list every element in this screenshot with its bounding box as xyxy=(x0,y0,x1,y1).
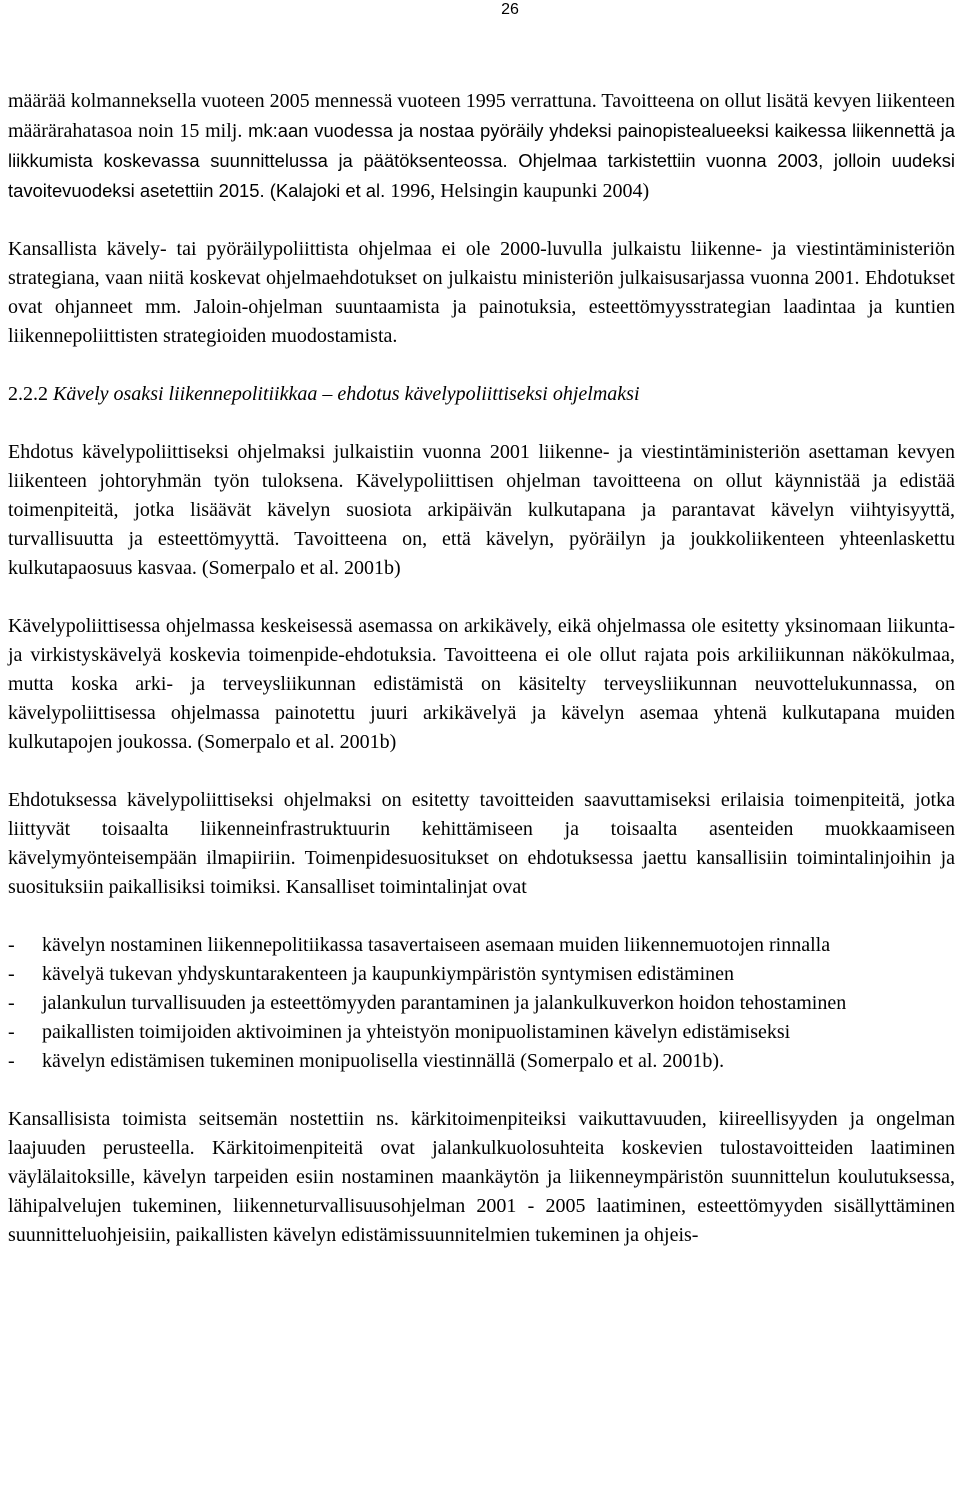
dash-marker: - xyxy=(8,963,15,985)
section-number: 2.2.2 xyxy=(8,383,48,405)
list-item-text: jalankulun turvallisuuden ja esteettömyyden parantaminen ja jalankulkuverkon hoidon tehostaminen xyxy=(42,992,847,1014)
page-number xyxy=(0,0,960,20)
list-item xyxy=(8,1018,955,1047)
paragraph-1 xyxy=(8,87,955,206)
national-guidelines-list xyxy=(8,931,955,1076)
section-heading xyxy=(8,380,955,409)
section-title: Kävely osaksi liikennepolitiikkaa – ehdotus kävelypoliittiseksi ohjelmaksi xyxy=(53,383,640,405)
paragraph-2: Kansallista kävely- tai pyöräilypoliittista ohjelmaa ei ole 2000-luvulla julkaistu liikenne- ja viestintäministeriön strategiana, vaan niitä koskevat ohjelmaehdotukset on julkaistu ministeriön julkaisusarjassa vuonna 2001. Ehdotukset ovat ohjanneet mm. Jaloin-ohjelman suuntaamista ja painotuksia, esteettömyysstrategian laadintaa ja kuntien liikennepoliittisten strategioiden muodostamista. xyxy=(8,238,955,347)
page-number-text: 26 xyxy=(501,1,519,18)
dash-marker: - xyxy=(8,1050,15,1072)
list-item-text: kävelyn edistämisen tukeminen monipuolisella viestinnällä (Somerpalo et al. 2001b). xyxy=(42,1050,725,1072)
paragraph-4: Kävelypoliittisessa ohjelmassa keskeisessä asemassa on arkikävely, eikä ohjelmassa ole esitetty yksinomaan liikunta- ja virkistyskävelyä koskevia toimenpide-ehdotuksia. Tavoitteena ei ole ollut rajata pois arkiliikunnan näkökulmaa, mutta koska arki- ja terveysliikunnan edistämistä on käsitelty terveysliikunnan neuvottelukunnassa, on kävelypoliittisessa ohjelmassa painotettu juuri arkikävelyä ja kävelyn asemaa yhtenä kulkutapana muiden kulkutapojen joukossa. (Somerpalo et al. 2001b) xyxy=(8,615,955,753)
paragraph-1-part-c: 1996, Helsingin kaupunki 2004) xyxy=(385,180,650,202)
list-item xyxy=(8,989,955,1018)
list-item xyxy=(8,931,955,960)
dash-marker: - xyxy=(8,934,15,956)
document-body xyxy=(8,87,955,1279)
list-item-text: paikallisten toimijoiden aktivoiminen ja yhteistyön monipuolistaminen kävelyn edistämiseksi xyxy=(42,1021,791,1043)
paragraph-1-part-b: mk:aan vuodessa ja nostaa pyöräily yhdeksi painopistealueeksi kaikessa liikennettä ja liikkumista koskevassa suunnittelussa ja päätöksenteossa. Ohjelmaa tarkistettiin vuonna 2003, jolloin uudeksi tavoitevuodeksi asetettiin 2015. (Kalajoki et al. xyxy=(8,120,955,201)
dash-marker: - xyxy=(8,992,15,1014)
paragraph-5: Ehdotuksessa kävelypoliittiseksi ohjelmaksi on esitetty tavoitteiden saavuttamiseksi erilaisia toimenpiteitä, jotka liittyvät toisaalta liikenneinfrastruktuurin kehittämiseen ja toisaalta asenteiden muokkaamiseen kävelymyönteisempään ilmapiiriin. Toimenpidesuositukset on ehdotuksessa jaettu kansallisiin toimintalinjoihin ja suosituksiin paikallisiksi toimiksi. Kansalliset toimintalinjat ovat xyxy=(8,789,955,898)
list-item-text: kävelyä tukevan yhdyskuntarakenteen ja kaupunkiympäristön syntymisen edistäminen xyxy=(42,963,735,985)
dash-marker: - xyxy=(8,1021,15,1043)
list-item xyxy=(8,960,955,989)
list-item xyxy=(8,1047,955,1076)
paragraph-6: Kansallisista toimista seitsemän nostettiin ns. kärkitoimenpiteiksi vaikuttavuuden, kiireellisyyden ja ongelman laajuuden perusteella. Kärkitoimenpiteitä ovat jalankulkuolosuhteita koskevien tulostavoitteiden laatiminen väylälaitoksille, kävelyn tarpeiden esiin nostaminen maankäytön ja liikenneympäristön suunnittelun koulutuksessa, lähipalvelujen tukeminen, liikenneturvallisuusohjelman 2001 - 2005 laatiminen, esteettömyyden sisällyttäminen suunnitteluohjeisiin, paikallisten kävelyn edistämissuunnitelmien tukeminen ja ohjeis- xyxy=(8,1108,955,1246)
paragraph-3: Ehdotus kävelypoliittiseksi ohjelmaksi julkaistiin vuonna 2001 liikenne- ja viestintäministeriön asettaman kevyen liikenteen johtoryhmän työn tuloksena. Kävelypoliittisen ohjelman tavoitteena on ollut käynnistää ja edistää toimenpiteitä, jotka lisäävät kävelyn suosiota arkipäivän kulkutapana ja parantavat kävelyn viihtyisyyttä, turvallisuutta ja esteettömyyttä. Tavoitteena on, että kävelyn, pyöräilyn ja joukkoliikenteen yhteenlaskettu kulkutapaosuus kasvaa. (Somerpalo et al. 2001b) xyxy=(8,441,955,579)
list-item-text: kävelyn nostaminen liikennepolitiikassa tasavertaiseen asemaan muiden liikennemuotojen rinnalla xyxy=(42,934,831,956)
paragraph-1-part-a: määrää kolmanneksella vuoteen 2005 mennessä vuoteen 1995 verrattuna. Tavoitteena on ollut lisätä kevyen liikenteen määrärahatasoa noin 15 milj. xyxy=(8,90,955,142)
